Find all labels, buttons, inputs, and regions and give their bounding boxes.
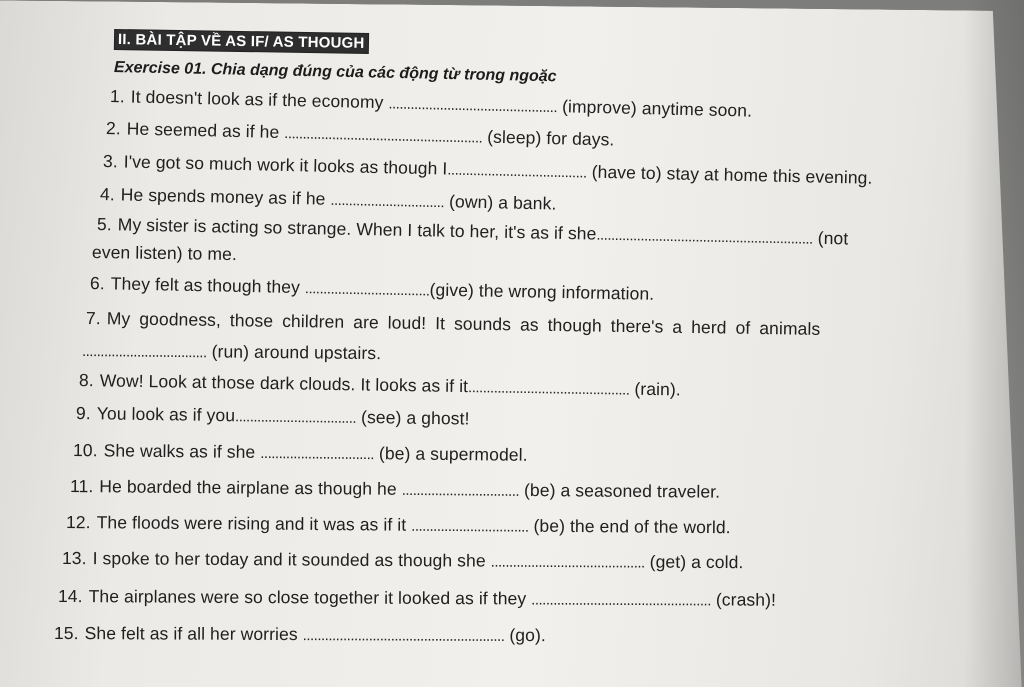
exercise-item-13 — [62, 548, 744, 573]
item-text-before: The airplanes were so close together it looked as if they — [88, 586, 532, 609]
item-number: 15. — [53, 623, 79, 644]
item-text-before: I've got so much work it looks as though I — [123, 151, 448, 179]
answer-blank: ................................ — [411, 517, 529, 536]
item-text-after: (improve) anytime soon. — [556, 96, 753, 121]
item-number: 11. — [69, 476, 94, 497]
answer-blank: ........................................................... — [596, 226, 813, 248]
answer-blank: ...................................... — [447, 161, 587, 182]
answer-blank: .......................................... — [490, 553, 645, 572]
exercise-item-14 — [58, 586, 776, 611]
exercise-item-15 — [54, 623, 546, 646]
item-number: 10. — [72, 440, 98, 461]
item-number: 4. — [99, 184, 116, 205]
item-text-before: He spends money as if he — [120, 184, 331, 209]
item-text-after: (go). — [504, 624, 546, 646]
answer-blank: ................................. — [234, 408, 357, 427]
answer-blank: ............................... — [260, 444, 375, 464]
answer-blank: ................................ — [401, 481, 520, 500]
item-text-before: They felt as though they — [110, 273, 306, 298]
answer-blank: ............................... — [330, 191, 445, 212]
answer-blank: ...................................................... — [284, 125, 483, 147]
answer-blank: .............................................. — [388, 95, 558, 117]
item-text-before: Wow! Look at those dark clouds. It looks as if it — [99, 370, 469, 397]
exercise-title: Exercise 01. Chia dạng đúng của các động từ trong ngoặc — [113, 59, 557, 86]
answer-blank: .................................. — [304, 280, 430, 300]
item-text-before: My goodness, those children are loud! It sounds as though there's a herd of animals — [106, 308, 821, 339]
item-number: 7. — [85, 308, 101, 329]
item-text-before: He boarded the airplane as though he — [99, 476, 402, 499]
item-text-after: (crash)! — [710, 589, 777, 610]
item-text-after: (give) the wrong information. — [429, 279, 655, 304]
item-text-before: The floods were rising and it was as if it — [96, 512, 412, 535]
item-number: 5. — [96, 214, 112, 235]
item-text-before: He seemed as if he — [126, 118, 285, 143]
item-text-after: (run) around upstairs. — [206, 341, 382, 364]
item-number: 9. — [75, 403, 91, 424]
item-text-after: (have to) stay at home this evening. — [586, 161, 873, 188]
item-text-after: (sleep) for days. — [482, 126, 615, 150]
answer-blank: ................................................. — [531, 591, 711, 610]
item-text-before: You look as if you — [96, 403, 236, 426]
section-heading: II. BÀI TẬP VỀ AS IF/ AS THOUGH — [115, 30, 368, 53]
item-text-after: (be) a supermodel. — [373, 443, 528, 465]
item-number: 14. — [57, 586, 83, 607]
item-text-before: My sister is acting so strange. When I talk to her, it's as if she — [117, 214, 597, 244]
item-text-after: (get) a cold. — [644, 551, 744, 573]
paper-shadow — [964, 0, 1024, 687]
item-text-after: (rain). — [629, 378, 681, 400]
item-text-after: (own) a bank. — [443, 191, 557, 214]
answer-blank: ....................................................... — [302, 627, 505, 645]
answer-blank: .................................. — [81, 343, 207, 362]
item-number: 8. — [78, 370, 94, 391]
exercise-item-7-continuation — [82, 340, 381, 364]
item-text-after: (be) the end of the world. — [528, 515, 731, 538]
item-text-before: even listen) to me. — [91, 242, 238, 265]
item-text-before: I spoke to her today and it sounded as though she — [92, 548, 491, 571]
item-text-after: (not — [812, 227, 849, 249]
item-text-before: She walks as if she — [103, 440, 261, 462]
item-text-before: It doesn't look as if the economy — [130, 86, 389, 113]
item-number: 13. — [61, 548, 87, 569]
item-text-after: (see) a ghost! — [356, 406, 470, 429]
item-text-before: She felt as if all her worries — [84, 623, 303, 645]
item-number: 3. — [102, 151, 119, 172]
item-number: 2. — [105, 118, 122, 139]
item-number: 6. — [89, 273, 105, 294]
item-number: 12. — [65, 512, 91, 533]
answer-blank: ............................................ — [467, 379, 630, 399]
item-text-after: (be) a seasoned traveler. — [519, 479, 721, 502]
item-number: 1. — [109, 86, 126, 107]
exercise-item-5-continuation — [92, 242, 237, 265]
